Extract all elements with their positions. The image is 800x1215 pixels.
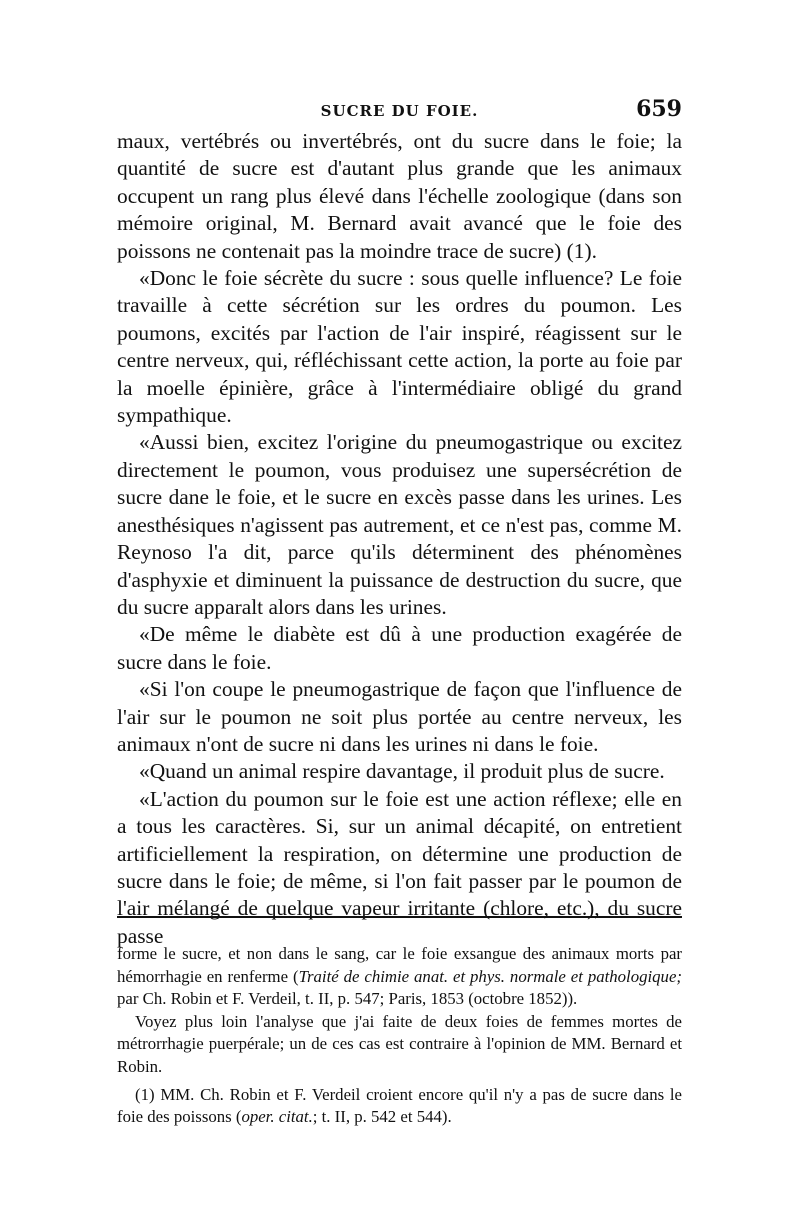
page-number: 659 [636, 96, 682, 122]
footnote-paragraph: Voyez plus loin l'analyse que j'ai faite de deux foies de femmes mortes de métrorrhagie puerpérale; un de ces cas est contraire à l'opinion de MM. Bernard et Robin. [117, 1011, 682, 1076]
footnote-citation-italic: Traité de chimie anat. et phys. normale et pathologique; [298, 966, 682, 986]
page-header [117, 96, 682, 126]
paragraph: «De même le diabète est dû à une production exagérée de sucre dans le foie. [117, 622, 682, 674]
paragraph: «Si l'on coupe le pneumogastrique de façon que l'influence de l'air sur le poumon ne soit plus portée au centre nerveux, les animaux n'ont de sucre ni dans les urines ni dans le foie. [117, 677, 682, 756]
main-text [117, 128, 682, 950]
paragraph: «L'action du poumon sur le foie est une action réflexe; elle en a tous les caractères. Si, sur un animal décapité, on entretient artificiellement la respiration, on détermine une production de sucre dans le foie; de même, si l'on fait passer par le poumon de l'air mélangé de quelque vapeur irritante (chlore, etc.), du sucre passe [117, 786, 682, 948]
running-title: SUCRE DU FOIE. [320, 102, 479, 120]
footnote-continuation [117, 943, 682, 1011]
footnote-text: ; t. II, p. 542 et 544). [312, 1107, 452, 1127]
footnote-citation-italic: oper. citat. [241, 1107, 313, 1127]
paragraph: «Quand un animal respire davantage, il produit plus de sucre. [139, 759, 665, 784]
paragraph: «Donc le foie sécrète du sucre : sous quelle influence? Le foie travaille à cette sécrétion sur les ordres du poumon. Les poumons, excités par l'action de l'air inspiré, réagissent sur le centre nerveux, qui, réfléchissant cette action, la porte au foie par la moelle épinière, grâce à l'intermédiaire obligé du grand sympathique. [117, 266, 682, 428]
footnote-divider [117, 916, 682, 918]
footnote-1 [117, 1084, 682, 1129]
paragraph-continuation: maux, vertébrés ou invertébrés, ont du sucre dans le foie; la quantité de sucre est d'autant plus grande que les animaux occupent un rang plus élevé dans l'échelle zoologique (dans son mémoire original, M. Bernard avait avancé que le foie des poissons ne contenait pas la moindre trace de sucre) (1). [117, 129, 682, 263]
footnote-text: (1) MM. Ch. Robin et F. Verdeil croient encore qu'il n'y a pas de sucre dans le foie des poissons ( [117, 1084, 682, 1127]
footnotes [117, 943, 682, 1129]
paragraph: «Aussi bien, excitez l'origine du pneumogastrique ou excitez directement le poumon, vous produisez une supersécrétion de sucre dane le foie, et le sucre en excès passe dans les urines. Les anesthésiques n'agissent pas autrement, et ce n'est pas, comme M. Reynoso l'a dit, parce qu'ils déterminent des phénomènes d'asphyxie et diminuent la puissance de destruction du sucre, que du sucre apparalt alors dans les urines. [117, 430, 682, 619]
footnote-text: forme le sucre, et non dans le sang, car le foie exsangue des animaux morts par hémorrhagie en renferme ( [117, 944, 682, 986]
footnote-text: par Ch. Robin et F. Verdeil, t. II, p. 547; Paris, 1853 (octobre 1852)). [117, 989, 578, 1009]
